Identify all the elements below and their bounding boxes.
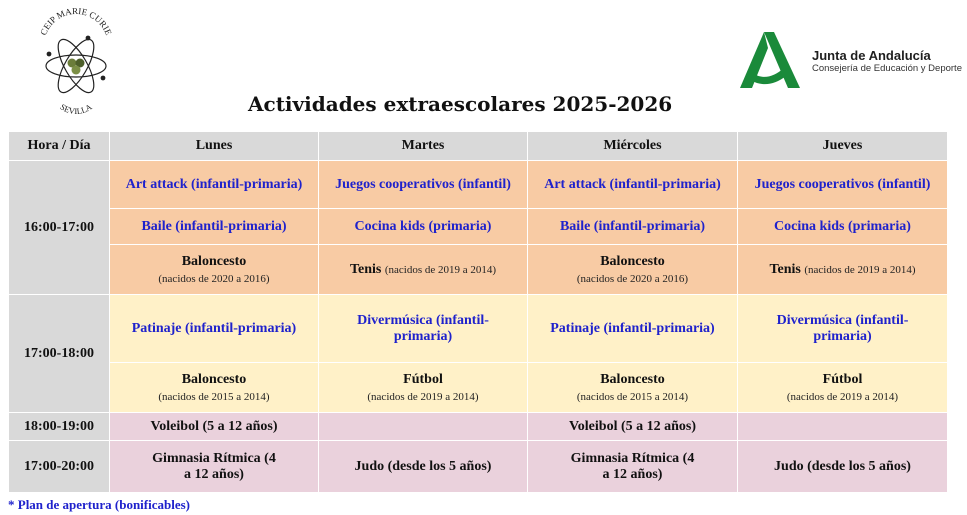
school-logo — [36, 6, 116, 114]
activity-cell: Judo (desde los 5 años) — [738, 441, 948, 493]
time-cell: 17:00-18:00 — [9, 295, 110, 413]
junta-dept: Consejería de Educación y Deporte — [812, 62, 962, 74]
junta-logo — [734, 30, 962, 92]
activity-cell — [319, 413, 528, 441]
activity-cell — [528, 363, 738, 413]
activity-name: Tenis — [349, 261, 382, 277]
activity-cell: Cocina kids (primaria) — [738, 209, 948, 245]
activity-note: (nacidos de 2019 a 2014) — [367, 391, 479, 403]
activity-cell: Voleibol (5 a 12 años) — [528, 413, 738, 441]
activity-note: (nacidos de 2015 a 2014) — [158, 391, 270, 403]
activity-cell — [319, 363, 528, 413]
time-cell: 17:00-20:00 — [9, 441, 110, 493]
table-row — [9, 245, 948, 295]
activity-name: Baloncesto — [600, 254, 665, 269]
activity-cell: Gimnasia Rítmica (4 a 12 años) — [110, 441, 319, 493]
table-row — [9, 363, 948, 413]
activity-cell — [738, 245, 948, 295]
activity-cell: Juegos cooperativos (infantil) — [319, 161, 528, 209]
activity-cell — [528, 245, 738, 295]
junta-emblem-icon — [734, 30, 806, 92]
school-logo-text-top: CEIP MARIE CURIE — [38, 6, 114, 37]
activity-name: Fútbol — [403, 372, 443, 387]
footnote: * Plan de apertura (bonificables) — [8, 497, 190, 512]
activity-note: (nacidos de 2020 a 2016) — [576, 273, 689, 285]
schedule-table — [8, 131, 948, 493]
activity-cell: Divermúsica (infantil-primaria) — [738, 295, 948, 363]
header-cell-lunes: Lunes — [110, 132, 319, 161]
table-row — [9, 441, 948, 493]
activity-cell — [738, 363, 948, 413]
activity-cell: Voleibol (5 a 12 años) — [110, 413, 319, 441]
activity-name: Tenis — [769, 261, 801, 277]
table-row — [9, 209, 948, 245]
time-cell: 18:00-19:00 — [9, 413, 110, 441]
activity-name: Baloncesto — [600, 372, 665, 387]
activity-note: (nacidos de 2020 a 2016) — [158, 273, 270, 285]
junta-name: Junta de Andalucía — [812, 47, 931, 63]
activity-name: Baloncesto — [181, 372, 247, 387]
activity-note: (nacidos de 2019 a 2014) — [384, 263, 497, 276]
header-cell-time: Hora / Día — [9, 132, 110, 161]
activity-note: (nacidos de 2015 a 2014) — [576, 391, 689, 403]
time-cell: 16:00-17:00 — [9, 161, 110, 295]
table-row — [9, 413, 948, 441]
activity-cell — [110, 245, 319, 295]
activity-cell: Art attack (infantil-primaria) — [528, 161, 738, 209]
activity-cell: Divermúsica (infantil-primaria) — [319, 295, 528, 363]
activity-cell: Juegos cooperativos (infantil) — [738, 161, 948, 209]
activity-cell: Patinaje (infantil-primaria) — [110, 295, 319, 363]
header-cell-jueves: Jueves — [738, 132, 948, 161]
page-title: Actividades extraescolares 2025-2026 — [248, 92, 673, 116]
activity-cell — [738, 413, 948, 441]
table-row — [9, 295, 948, 363]
header-row — [9, 132, 948, 161]
activity-cell: Baile (infantil-primaria) — [528, 209, 738, 245]
activity-cell: Cocina kids (primaria) — [319, 209, 528, 245]
activity-cell: Art attack (infantil-primaria) — [110, 161, 319, 209]
header-cell-miercoles: Miércoles — [528, 132, 738, 161]
activity-cell: Gimnasia Rítmica (4 a 12 años) — [528, 441, 738, 493]
activity-name: Fútbol — [822, 372, 863, 387]
school-logo-text-bottom: SEVILLA — [58, 101, 94, 114]
activity-note: (nacidos de 2019 a 2014) — [786, 391, 899, 403]
activity-cell: Baile (infantil-primaria) — [110, 209, 319, 245]
activity-cell — [319, 245, 528, 295]
header-cell-martes: Martes — [319, 132, 528, 161]
table-row — [9, 161, 948, 209]
activity-name: Baloncesto — [181, 254, 247, 269]
activity-cell: Patinaje (infantil-primaria) — [528, 295, 738, 363]
activity-note: (nacidos de 2019 a 2014) — [804, 263, 916, 276]
activity-cell: Judo (desde los 5 años) — [319, 441, 528, 493]
activity-cell — [110, 363, 319, 413]
